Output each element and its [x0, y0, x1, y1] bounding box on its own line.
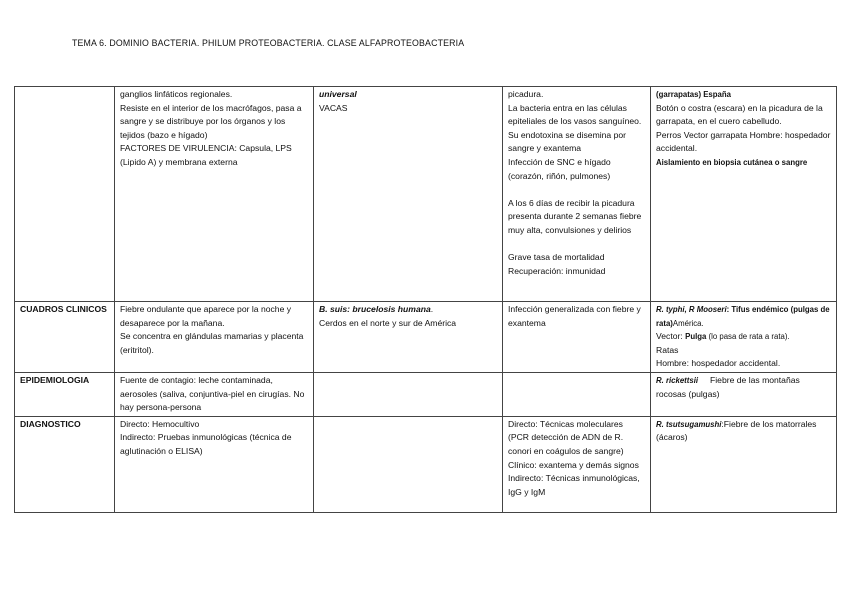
species-name: R. tsutsugamushi — [656, 419, 722, 429]
species-tail: . — [430, 304, 434, 314]
cell-line: Perros Vector garrapata Hombre: hospedador accidental. — [656, 129, 831, 154]
cell-line: Ratas — [656, 344, 679, 355]
content-table — [14, 86, 837, 513]
species-name: R. typhi, R Mooseri — [656, 305, 727, 314]
row-label-cell — [15, 87, 115, 302]
table-row — [15, 302, 837, 373]
table-cell — [115, 372, 314, 416]
cell-line: FACTORES DE VIRULENCIA: Capsula, LPS (Lipido A) y membrana externa — [120, 143, 292, 167]
cell-line: Su endotoxina se disemina por sangre y exantema — [508, 129, 627, 154]
cell-line: Grave tasa de mortalidad — [508, 252, 605, 263]
table-cell — [314, 372, 503, 416]
table-cell — [503, 416, 651, 512]
row-label: DIAGNOSTICO — [20, 418, 81, 429]
table-cell — [503, 372, 651, 416]
table-row — [15, 372, 837, 416]
species-tail: :Fiebre de los matorrales (ácaros) — [656, 418, 817, 443]
table-cell — [651, 372, 837, 416]
cell-line: Directo: Hemocultivo — [120, 418, 200, 429]
cell-line: Indirecto: Técnicas inmunológicas, IgG y IgM — [508, 473, 640, 497]
vector-value: Pulga — [685, 332, 707, 342]
vector-tail: (lo pasa de rata a rata). — [706, 332, 790, 342]
cell-line: Cerdos en el norte y sur de América — [319, 317, 457, 328]
species-name: B. suis: brucelosis humana — [319, 304, 431, 314]
species-name: R. rickettsii — [656, 375, 699, 385]
cell-line: Resiste en el interior de los macrófagos, pasa a sangre y se distribuye por los órganos y los tejidos (bazo e hígado) — [120, 102, 302, 140]
cell-line: ganglios linfáticos regionales. — [120, 89, 233, 99]
cell-gap — [508, 238, 646, 252]
cell-line: Fuente de contagio: leche contaminada, aerosoles (saliva, conjuntiva-piel en cirugías. No hay persona-persona — [120, 374, 305, 413]
cell-line — [656, 330, 832, 344]
cell-line: Fiebre ondulante que aparece por la noche y desaparece por la mañana. — [120, 304, 292, 328]
cell-line: picadura. — [508, 89, 544, 99]
cell-line: Aislamiento en biopsia cutánea o sangre — [656, 157, 808, 167]
table-row — [15, 416, 837, 512]
cell-line — [656, 303, 832, 330]
row-label: EPIDEMIOLOGIA — [20, 374, 90, 385]
cell-line: Botón o costra (escara) en la picadura de la garrapata, en el cuero cabelludo. — [656, 102, 823, 127]
cell-line: Recuperación: inmunidad — [508, 265, 606, 276]
cell-line: Infección de SNC e hígado (corazón, riñón, pulmones) — [508, 156, 611, 181]
table-cell — [651, 416, 837, 512]
cell-gap — [508, 183, 646, 197]
table-cell — [115, 416, 314, 512]
cell-line: Se concentra en glándulas mamarias y placenta (eritritol). — [120, 331, 304, 355]
species-tail: Fiebre de las montañas rocosas (pulgas) — [656, 374, 800, 399]
table-cell — [651, 302, 837, 373]
row-label-cell — [15, 416, 115, 512]
cell-line — [656, 418, 832, 445]
table-cell — [115, 302, 314, 373]
species-tail: América. — [672, 318, 704, 328]
table-cell — [651, 87, 837, 302]
cell-line: universal — [319, 89, 357, 99]
table-cell — [314, 302, 503, 373]
cell-line: (garrapatas) España — [656, 90, 731, 99]
cell-line: Indirecto: Pruebas inmunológicas (técnica de aglutinación o ELISA) — [120, 432, 292, 456]
cell-line — [656, 374, 832, 401]
table-cell — [314, 416, 503, 512]
table-cell — [503, 302, 651, 373]
cell-line: A los 6 días de recibir la picadura presenta durante 2 semanas fiebre muy alta, convulsiones y delirios — [508, 197, 642, 235]
row-label-cell — [15, 372, 115, 416]
row-label: CUADROS CLINICOS — [20, 304, 107, 314]
row-label-cell — [15, 302, 115, 373]
cell-line — [319, 303, 498, 317]
cell-line: Hombre: hospedador accidental. — [656, 358, 781, 369]
cell-line: Directo: Técnicas moleculares (PCR detección de ADN de R. conori en coágulos de sangre) — [508, 418, 624, 456]
cell-line: Infección generalizada con fiebre y exantema — [508, 304, 641, 328]
table-cell — [115, 87, 314, 302]
vector-label: Vector: — [656, 331, 686, 342]
cell-line: Clínico: exantema y demás signos — [508, 459, 639, 470]
species-tail: : Tifus endémico (pulgas de rata) — [656, 305, 830, 328]
table-row — [15, 87, 837, 302]
table-cell — [314, 87, 503, 302]
page-header: TEMA 6. DOMINIO BACTERIA. PHILUM PROTEOBACTERIA. CLASE ALFAPROTEOBACTERIA — [72, 38, 465, 48]
cell-line: VACAS — [319, 102, 348, 113]
cell-line: La bacteria entra en las células epiteliales de los vasos sanguíneo. — [508, 102, 642, 127]
table-cell — [503, 87, 651, 302]
